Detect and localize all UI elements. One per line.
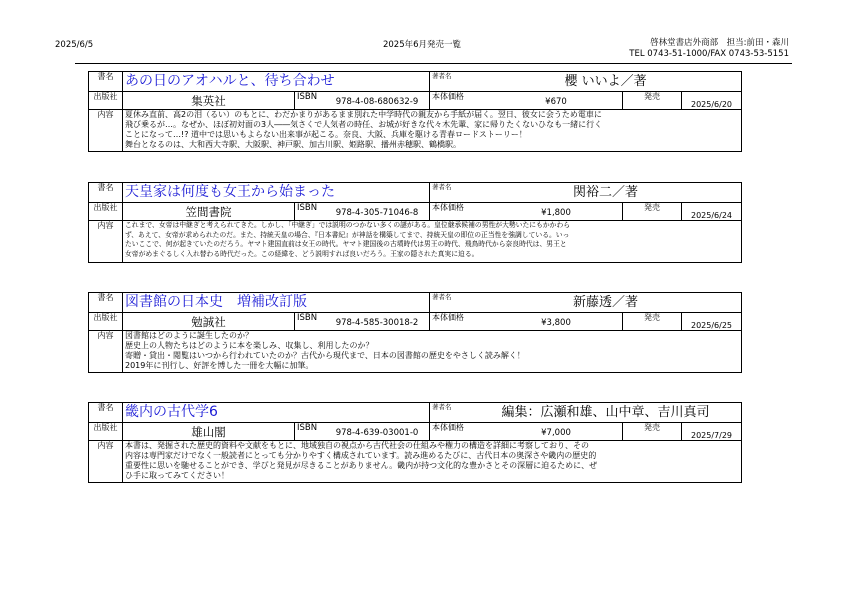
price-cell [430,423,623,441]
release-label: 発売 [623,203,682,221]
book-description [123,221,742,263]
title-label: 書名 [89,72,123,92]
book-entry [88,182,741,267]
description-line: 夏休み直前、高2の泪（るい）のもとに、わだかまりがあるまま別れた中学時代の親友から手紙が届く。翌日、彼女に会うため電車に [125,110,602,119]
description-line: ひ手に取ってみてください！ [125,471,229,480]
description-line: 歴史上の人物たちはどのように本を楽しみ、収集し、利用したのか？ [125,341,374,350]
book-publisher: 勉誠社 [123,313,295,331]
author-label: 著者名 [432,403,452,411]
book-entry [88,402,741,487]
isbn-cell [295,92,430,110]
description-line: 寄贈・貸出・閲覧はいつから行われていたのか？古代から現代まで、日本の図書館の歴史をやさしく読み解く！ [125,351,525,360]
description-line: これまで、女帝は中継ぎと考えられてきた。しかし、「中継ぎ」では説明のつかない多くの謎がある。皇位継承候補の男性が大勢いたにもかかわら [125,221,571,229]
book-publisher: 集英社 [123,92,295,110]
price-cell [430,203,623,221]
book-release-date: 2025/7/29 [682,423,742,441]
book-publisher: 雄山閣 [123,423,295,441]
release-label: 発売 [623,313,682,331]
book-entry [88,71,741,156]
book-description [123,331,742,373]
isbn-cell [295,203,430,221]
book-author: 関裕二／著 [573,185,639,200]
description-line: ず、あえて、女帝が求められたのだ。また、持統天皇の場合、『日本書紀』が神話を構築してまで、持統天皇の即位の正当性を強調している。いっ [125,230,570,239]
book-price: ¥670 [545,97,567,107]
isbn-label: ISBN [297,423,318,433]
description-line: 女帝がめまぐるしく入れ替わる時代だった。この経緯を、どう説明すれば良いだろう。王家の隠された真実に迫る。 [125,249,479,258]
book-author: 編集：広瀬和雄、山中章、吉川真司 [501,405,710,420]
release-label: 発売 [623,92,682,110]
price-label: 本体価格 [432,92,464,101]
author-label: 著者名 [432,72,452,80]
price-label: 本体価格 [432,423,465,432]
isbn-label: ISBN [297,313,318,323]
book-table [88,402,742,483]
document-title: 2025年6月発売一覧 [382,40,462,50]
book-isbn: 978-4-585-30018-2 [335,318,419,328]
price-label: 本体価格 [432,313,464,322]
publisher-label: 出版社 [89,313,123,331]
author-cell [430,293,742,313]
isbn-label: ISBN [297,203,318,213]
title-label: 書名 [89,183,123,203]
book-price: ¥1,800 [541,208,571,218]
book-price: ¥7,000 [541,428,571,438]
contact-info [629,38,789,60]
description-label: 内容 [89,110,123,152]
isbn-cell [295,423,430,441]
book-title: 図書館の日本史 増補改訂版 [123,293,430,313]
header-divider [75,63,792,64]
price-label: 本体価格 [432,203,464,212]
description-line: 2019年に刊行し、好評を博した一冊を大幅に加筆。 [125,361,314,370]
description-line: 本書は、発掘された歴史的資料や文献をもとに、地域独自の視点から古代社会の仕組みや権力の構造を詳細に考察しており、その [125,441,589,450]
description-line: たいここで、何が起きていたのだろう。ヤマト建国直前は女王の時代。ヤマト建国後の古墳時代は男王の時代、飛鳥時代から奈良時代は、男王と [125,240,567,248]
book-publisher: 笠間書院 [123,203,295,221]
isbn-label: ISBN [297,92,318,102]
publisher-label: 出版社 [89,203,123,221]
book-title: 畿内の古代学6 [123,403,430,423]
price-cell [430,92,623,110]
description-line: 図書館はどのように誕生したのか？ [125,331,253,340]
document-date: 2025/6/5 [55,40,94,50]
description-line: 飛び乗るが…。なぜか、ほぼ初対面の3人――気さくで人気者の時任、お城が好きな代々木先輩、家に帰りたくないひなも一緒に行く [125,120,603,129]
description-line: ことになって…!? 道中では思いもよらない出来事が起こる。奈良、大阪、兵庫を駆ける青春ロードストーリー！ [125,130,527,139]
book-description [123,110,742,152]
release-label: 発売 [623,423,682,441]
book-entry [88,292,741,377]
book-title: 天皇家は何度も女王から始まった [123,183,430,203]
isbn-cell [295,313,430,331]
book-table [88,71,742,152]
author-cell [430,403,742,423]
publisher-label: 出版社 [89,423,123,441]
publisher-label: 出版社 [89,92,123,110]
description-line: 重要性に思いを馳せることができ、学びと発見が尽きることがありません。畿内が持つ文化的な豊かさとその深層に迫るために、ぜ [125,461,598,470]
book-isbn: 978-4-305-71046-8 [335,208,419,218]
book-description [123,441,742,483]
title-label: 書名 [89,293,123,313]
book-author: 櫻 いいよ／著 [564,74,647,89]
book-release-date: 2025/6/25 [682,313,742,331]
book-isbn: 978-4-08-680632-9 [335,97,419,107]
contact-store-staff: 啓林堂書店外商部 担当:前田・森川 [650,38,789,48]
author-label: 著者名 [432,183,452,191]
description-label: 内容 [89,221,123,263]
description-label: 内容 [89,441,123,483]
description-label: 内容 [89,331,123,373]
book-table [88,292,742,373]
book-table [88,182,742,263]
description-line: 内容は専門家だけでなく一般読者にとっても分かりやすく構成されています。読み進めるたびに、古代日本の奥深さや畿内の歴史的 [125,451,597,460]
author-cell [430,72,742,92]
book-release-date: 2025/6/20 [682,92,742,110]
author-label: 著者名 [432,293,452,301]
title-label: 書名 [89,403,123,423]
price-cell [430,313,623,331]
book-price: ¥3,800 [541,318,571,328]
book-isbn: 978-4-639-03001-0 [335,428,419,438]
book-release-date: 2025/6/24 [682,203,742,221]
author-cell [430,183,742,203]
contact-phone-fax: TEL 0743-51-1000/FAX 0743-53-5151 [629,49,789,59]
book-author: 新藤透／著 [573,295,639,310]
book-title: あの日のアオハルと、待ち合わせ [123,72,430,92]
description-line: 舞台となるのは、大和西大寺駅、大阪駅、神戸駅、加古川駅、姫路駅、播州赤穂駅、鶴橋駅。 [125,140,461,149]
